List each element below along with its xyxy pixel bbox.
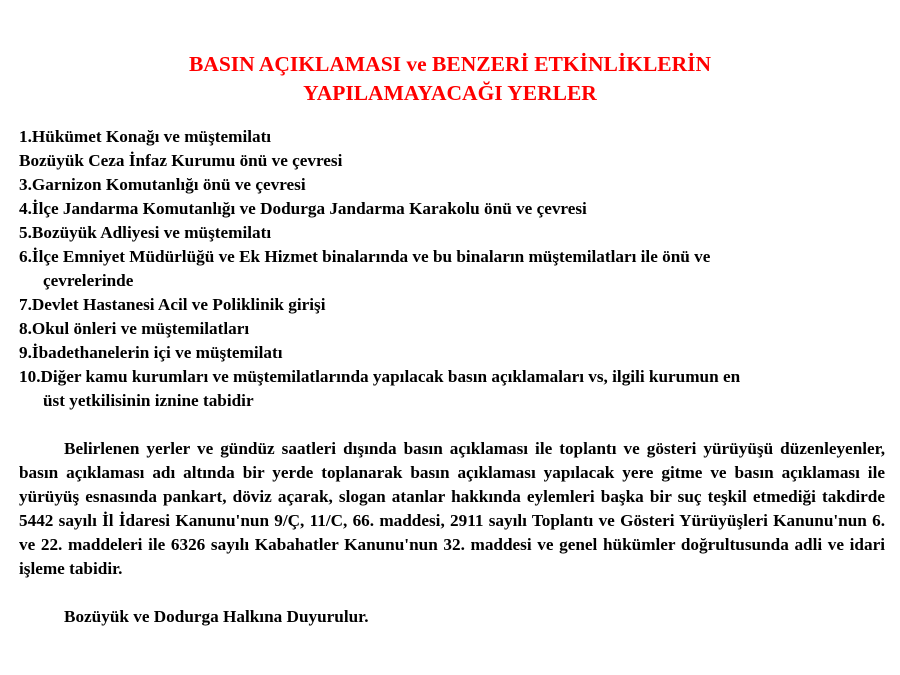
body-paragraph: Belirlenen yerler ve gündüz saatleri dışında basın açıklaması ile toplantı ve gösteri yürüyüşü düzenleyenler, basın açıklaması adı altında bir yerde toplanarak basın açıklaması yapılacak yere gitme ve basın açıklaması ile yürüyüş esnasında pankart, döviz açarak, slogan atanlar hakkında eylemleri başka bir suç teşkil etmediği takdirde 5442 sayılı İl İdaresi Kanunu'nun 9/Ç, 11/C, 66. maddesi, 2911 sayılı Toplantı ve Gösteri Yürüyüşleri Kanunu'nun 6. ve 22. maddeleri ile 6326 sayılı Kabahatler Kanunu'nun 32. maddesi ve genel hükümler doğrultusunda adli ve idari işleme tabidir. <box>19 439 885 578</box>
list-item: 7.Devlet Hastanesi Acil ve Poliklinik girişi <box>19 295 326 314</box>
document-title <box>0 50 900 108</box>
closing-line: Bozüyük ve Dodurga Halkına Duyurulur. <box>64 607 369 626</box>
list-item: 9.İbadethanelerin içi ve müştemilatı <box>19 343 283 362</box>
list-item: Bozüyük Ceza İnfaz Kurumu önü ve çevresi <box>19 151 343 170</box>
list-item: 1.Hükümet Konağı ve müştemilatı <box>19 127 272 146</box>
list-item-continuation: üst yetkilisinin iznine tabidir <box>43 391 254 410</box>
list-item: 4.İlçe Jandarma Komutanlığı ve Dodurga Jandarma Karakolu önü ve çevresi <box>19 199 587 218</box>
list-item: 8.Okul önleri ve müştemilatları <box>19 319 250 338</box>
title-line-1: BASIN AÇIKLAMASI ve BENZERİ ETKİNLİKLERİN <box>188 52 712 76</box>
restricted-places-list <box>19 125 889 413</box>
list-item-continuation: çevrelerinde <box>43 271 134 290</box>
list-item: 10.Diğer kamu kurumları ve müştemilatlarında yapılacak basın açıklamaları vs, ilgili kurumun en <box>19 367 741 386</box>
list-item: 5.Bozüyük Adliyesi ve müştemilatı <box>19 223 272 242</box>
list-item: 6.İlçe Emniyet Müdürlüğü ve Ek Hizmet binalarında ve bu binaların müştemilatları ile önü ve <box>19 247 711 266</box>
list-item: 3.Garnizon Komutanlığı önü ve çevresi <box>19 175 306 194</box>
title-line-2: YAPILAMAYACAĞI YERLER <box>303 81 597 105</box>
